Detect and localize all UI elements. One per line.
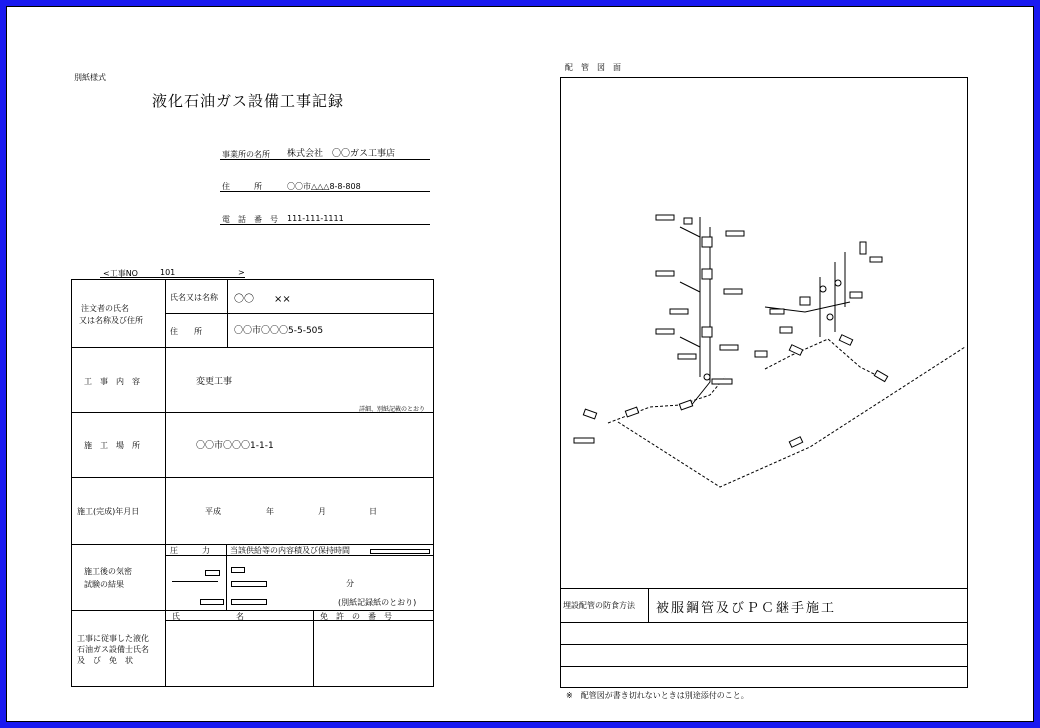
fitting: [679, 400, 692, 410]
client-name-value: 〇〇 ××: [234, 294, 291, 305]
fitting: [656, 271, 674, 276]
pressure-label: 圧 力: [170, 546, 210, 555]
client-address-value: 〇〇市〇〇〇5-5-505: [234, 326, 324, 336]
method-divider: [648, 588, 649, 622]
worker-label-line1: 工事に従事した液化: [77, 634, 149, 643]
client-label-line2: 又は名称及び住所: [79, 316, 143, 325]
test-subcol-line: [226, 544, 227, 610]
fitting: [574, 438, 594, 443]
worker-label-line2: 石油ガス設備士氏名: [77, 645, 149, 654]
fitting: [724, 289, 742, 294]
buried-pipe-main: [618, 347, 965, 487]
date-era: 平成: [205, 507, 221, 516]
worker-col-line: [313, 610, 314, 687]
fitting: [702, 237, 712, 247]
diagram-bottom-line: [560, 588, 968, 589]
diagram-row-line: [560, 622, 968, 623]
minutes-label: 分: [346, 579, 354, 588]
client-label-line1: 注文者の氏名: [81, 304, 129, 313]
office-address-value: 〇〇市△△△8-8-808: [287, 182, 361, 191]
site-label: 施 工 場 所: [84, 441, 140, 450]
office-name-value: 株式会社 〇〇ガス工事店: [287, 149, 396, 159]
fitting: [780, 327, 792, 333]
row-line: [71, 477, 434, 478]
worker-license-header: 免 許 の 番 号: [320, 612, 392, 621]
fitting: [789, 437, 802, 448]
work-content-value: 変更工事: [196, 377, 233, 387]
volume-input-box-2[interactable]: [231, 581, 267, 587]
piping-diagram: [560, 77, 968, 588]
fitting: [726, 231, 744, 236]
client-subrow-line: [165, 313, 434, 314]
fitting: [874, 370, 887, 381]
volume-input-box[interactable]: [231, 567, 245, 573]
office-phone-label: 電 話 番 号: [222, 215, 278, 224]
fitting: [583, 409, 596, 419]
fittings: [574, 215, 888, 447]
pressure-input-box[interactable]: [205, 570, 220, 576]
fitting: [860, 242, 866, 254]
fitting: [800, 297, 810, 305]
pressure-line: [172, 581, 218, 582]
worker-name-header: 氏 名: [172, 612, 244, 621]
fitting: [850, 292, 862, 298]
work-content-note: 詳細、別紙記載のとおり: [359, 406, 426, 413]
client-address-label: 住 所: [170, 327, 202, 336]
fitting: [839, 335, 852, 346]
date-label: 施工(完成)年月日: [77, 507, 140, 516]
supply-label: 当該供給等の内容積及び保持時間: [230, 546, 350, 555]
date-month: 月: [318, 507, 326, 516]
office-name-label: 事業所の名所: [222, 150, 270, 159]
form-type-label: 別紙様式: [74, 73, 106, 82]
fitting: [789, 345, 802, 356]
diagram-title: 配 管 図 面: [565, 63, 621, 72]
office-address-underline: [220, 191, 430, 192]
work-no-value: 101: [160, 268, 176, 277]
fitting: [625, 407, 638, 417]
site-value: 〇〇市〇〇〇1-1-1: [196, 441, 274, 451]
test-note: (別紙記録紙のとおり): [338, 598, 417, 607]
riser-pipe-right: [820, 252, 845, 337]
office-phone-value: 111-111-1111: [287, 214, 344, 223]
work-content-label: 工 事 内 容: [84, 377, 140, 386]
fitting: [702, 327, 712, 337]
work-no-label: <工事NO: [103, 269, 138, 278]
method-label: 埋設配管の防食方法: [563, 601, 635, 610]
fitting: [712, 379, 732, 384]
office-address-label: 住 所: [222, 182, 262, 191]
client-subcol-line: [227, 279, 228, 347]
fitting: [702, 269, 712, 279]
method-value: 被服鋼管及びＰＣ継手施工: [656, 601, 837, 616]
fitting: [755, 351, 767, 357]
diagram-row-line: [560, 644, 968, 645]
record-table: [71, 279, 434, 687]
row-line: [71, 347, 434, 348]
fitting: [656, 329, 674, 334]
office-name-underline: [220, 159, 430, 160]
work-no-underline: [100, 277, 245, 278]
document-title: 液化石油ガス設備工事記録: [152, 92, 345, 110]
worker-label-line3: 及 び 免 状: [77, 656, 133, 665]
office-phone-underline: [220, 224, 430, 225]
fitting: [678, 354, 696, 359]
fitting: [656, 215, 674, 220]
branch-pipes: [680, 227, 700, 347]
supply-input-box[interactable]: [370, 549, 430, 554]
fitting: [770, 309, 784, 314]
fitting: [670, 309, 688, 314]
test-label-line2: 試験の結果: [84, 580, 124, 589]
volume-input-box-3[interactable]: [231, 599, 267, 605]
fitting: [870, 257, 882, 262]
buried-pipe-left: [608, 377, 725, 423]
buried-pipe-right: [765, 339, 880, 377]
fitting: [684, 218, 692, 224]
work-no-close: >: [238, 268, 245, 277]
test-label-line1: 施工後の気密: [84, 567, 132, 576]
client-name-label: 氏名又は名称: [170, 293, 218, 302]
label-column-divider: [165, 279, 166, 687]
diagram-row-line: [560, 666, 968, 667]
fitting: [720, 345, 738, 350]
date-year: 年: [266, 507, 274, 516]
pressure-input-box-2[interactable]: [200, 599, 224, 605]
date-day: 日: [369, 507, 377, 516]
footnote: ※ 配管図が書き切れないときは別途添付のこと。: [566, 691, 749, 700]
